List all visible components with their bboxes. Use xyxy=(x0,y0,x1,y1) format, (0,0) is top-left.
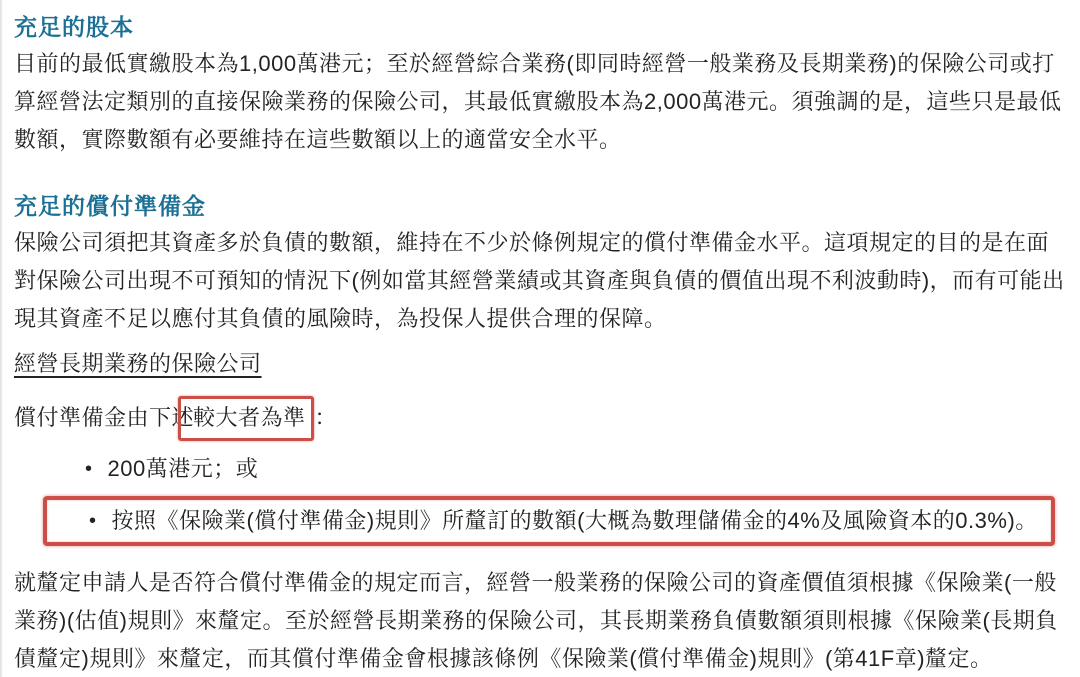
red-annotation-box-bullet xyxy=(43,496,1055,546)
section-adequate-capital xyxy=(14,14,1066,159)
bullet-icon: • xyxy=(89,510,97,532)
section-heading-solvency-margin: 充足的償付準備金 xyxy=(14,193,206,219)
red-annotation-box-inline xyxy=(178,396,314,441)
bullet-item-minimum-amount-text: 200萬港元；或 xyxy=(107,456,259,481)
bullet-icon: • xyxy=(85,458,93,480)
criteria-intro-prefix: 償付準備金由下述 xyxy=(14,405,195,430)
criteria-intro-highlight: 較大者為準 xyxy=(193,405,306,430)
section-solvency-margin xyxy=(14,193,1066,677)
bullet-item-rules-amount-text: 按照《保險業(償付準備金)規則》所釐訂的數額(大概為數理儲備金的4%及風險資本的0.3%)。 xyxy=(111,508,1038,533)
bullet-item-rules-amount xyxy=(89,506,1038,536)
bullet-item-minimum-amount xyxy=(85,454,1066,484)
criteria-intro-suffix: ： xyxy=(314,405,338,430)
long-term-business-subheading xyxy=(14,351,1066,377)
long-term-business-subheading-text: 經營長期業務的保險公司 xyxy=(14,351,262,376)
section-heading-adequate-capital: 充足的股本 xyxy=(14,14,134,40)
solvency-assessment-paragraph: 就釐定申請人是否符合償付準備金的規定而言，經營一般業務的保險公司的資產價值須根據《保險業(一般業務)(估值)規則》來釐定。至於經營長期業務的保險公司，其長期業務負債數額須則根據《保險業(長期負債釐定)規則》來釐定，而其償付準備金會根據該條例《保險業(償付準備金)規則》(第41F章)釐定。 xyxy=(14,570,1058,671)
solvency-criteria-intro-line xyxy=(14,399,1066,437)
adequate-capital-paragraph: 目前的最低實繳股本為1,000萬港元；至於經營綜合業務(即同時經營一般業務及長期業務)的保險公司或打算經營法定類別的直接保險業務的保險公司，其最低實繳股本為2,000萬港元。須強調的是，這些只是最低數額，實際數額有必要維持在這些數額以上的適當安全水平。 xyxy=(14,51,1062,152)
solvency-margin-paragraph: 保險公司須把其資產多於負債的數額，維持在不少於條例規定的償付準備金水平。這項規定的目的是在面對保險公司出現不可預知的情況下(例如當其經營業績或其資產與負債的價值出現不利波動時)，而有可能出現其資產不足以應付其負債的風險時，為投保人提供合理的保障。 xyxy=(14,230,1065,331)
